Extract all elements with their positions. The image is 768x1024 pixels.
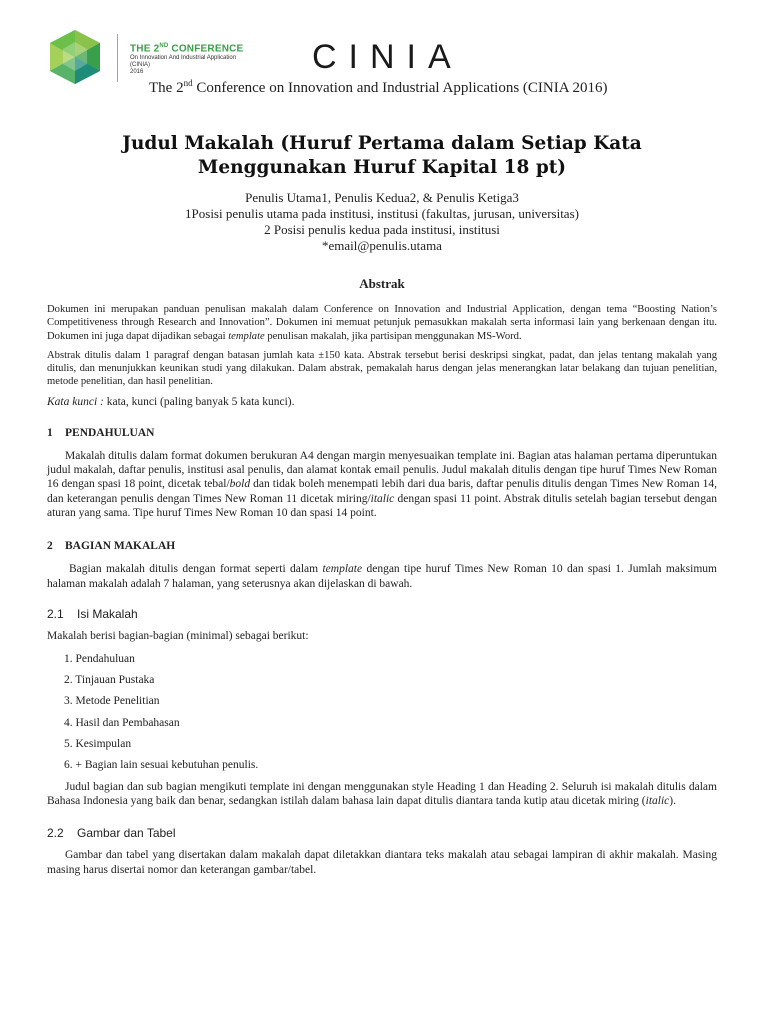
list-item: 1. Pendahuluan: [64, 652, 135, 665]
logo-year: 2016: [130, 68, 144, 75]
subsection-2-1-paragraph: Judul bagian dan sub bagian mengikuti template ini dengan menggunakan style Heading 1 dan Heading 2. Seluruh isi makalah ditulis dalam Bahasa Indonesia yang baik dan benar, sedangkan istilah dalam bahasa lain dapat ditulis diantara tanda kutip atau dicetak miring (italic).: [47, 780, 717, 807]
abstract-paragraph-2: Abstrak ditulis dalam 1 paragraf dengan batasan jumlah kata ±150 kata. Abstrak tersebut berisi deskripsi singkat, padat, dan jelas tentang makalah yang ditulis, dan menunjukkan keunikan studi yang dilakukan. Dalam abstrak, pemakalah harus dengan jelas menerangkan latar belakang dan tujuan penelitian, metode penelitian, dan hasil penelitian.: [47, 349, 717, 388]
author-email: *email@penulis.utama: [322, 238, 442, 253]
paper-title: Judul Makalah (Huruf Pertama dalam Setiap Kata Menggunakan Huruf Kapital 18 pt): [122, 133, 642, 178]
subsection-heading-gambar-tabel: 2.2 Gambar dan Tabel: [47, 826, 176, 841]
author-affiliation-2: 2 Posisi penulis kedua pada institusi, institusi: [264, 222, 500, 237]
subsection-heading-isi-makalah: 2.1 Isi Makalah: [47, 606, 138, 621]
section-list: [47, 652, 717, 772]
page-header: [0, 0, 768, 100]
abstract-paragraph-1: Dokumen ini merupakan panduan penulisan makalah dalam Conference on Innovation and Industrial Application, dengan tema “Boosting Nation’s Competitiveness through Research and Innovation”. Dokumen ini memuat petunjuk pemasukkan makalah serta informasi lain yang berkenaan dengan itu. Dokumen ini juga dapat dijadikan sebagai template penulisan makalah, jika partisipan menggunakan MS-Word.: [47, 304, 717, 342]
list-item: 2. Tinjauan Pustaka: [64, 674, 155, 687]
conference-line: The 2nd Conference on Innovation and Industrial Applications (CINIA 2016): [149, 78, 608, 96]
section-heading-bagian-makalah: 2 BAGIAN MAKALAH: [47, 540, 176, 553]
cinia-wordmark: CINIA: [312, 38, 463, 76]
subsection-2-2-paragraph: Gambar dan tabel yang disertakan dalam makalah dapat diletakkan diantara teks makalah atau sebagai lampiran di akhir makalah. Masing masing harus disertai nomor dan keterangan gambar/tabel.: [47, 849, 717, 876]
list-item: 6. + Bagian lain sesuai kebutuhan penulis.: [64, 759, 259, 772]
logo-subtitle: On Innovation And Industrial Application: [130, 54, 237, 61]
list-item: 4. Hasil dan Pembahasan: [64, 716, 180, 729]
abstract-heading: Abstrak: [359, 276, 405, 291]
section-2-paragraph: Bagian makalah ditulis dengan format seperti dalam template dengan tipe huruf Times New Roman 10 dan spasi 1. Jumlah maksimum halaman makalah adalah 7 halaman, yang seterusnya akan dijelaskan di bawah.: [47, 563, 717, 590]
logo-divider: [117, 34, 118, 82]
list-item: 3. Metode Penelitian: [64, 695, 160, 708]
keywords: Kata kunci : kata, kunci (paling banyak 5 kata kunci).: [47, 395, 295, 408]
logo-text: [130, 43, 243, 76]
logo-conference-title: THE 2ND CONFERENCE: [130, 43, 244, 55]
section-heading-pendahuluan: 1 PENDAHULUAN: [47, 426, 155, 439]
section-1-paragraph: Makalah ditulis dalam format dokumen berukuran A4 dengan margin menyesuaikan template ini. Bagian atas halaman pertama diperuntukan judul makalah, daftar penulis, institusi asal penulis, dan alamat kontak email penulis. Judul makalah ditulis dengan tipe huruf Times New Roman 16 dengan spasi 18 point, dicetak tebal/bold dan tidak boleh menempati lebih dari dua baris, daftar penulis ditulis dengan Times New Roman 14, dan keterangan penulis dengan Times New Roman 11 dicetak miring/italic dengan spasi 11 point. Abstrak ditulis setelah bagian tersebut dengan aturan yang sama. Tipe huruf Times New Roman 10 dan spasi 14 point.: [47, 449, 717, 519]
subsection-2-1-intro: Makalah berisi bagian-bagian (minimal) sebagai berikut:: [47, 629, 309, 642]
cinia-logo-icon: [44, 28, 106, 86]
author-affiliation-1: 1Posisi penulis utama pada institusi, institusi (fakultas, jurusan, universitas): [185, 206, 579, 221]
list-item: 5. Kesimpulan: [64, 738, 132, 751]
author-names: Penulis Utama1, Penulis Kedua2, & Penulis Ketiga3: [245, 190, 519, 205]
logo-acronym: (CINIA): [130, 61, 150, 68]
author-block: [47, 190, 717, 254]
document-body: [47, 132, 717, 877]
